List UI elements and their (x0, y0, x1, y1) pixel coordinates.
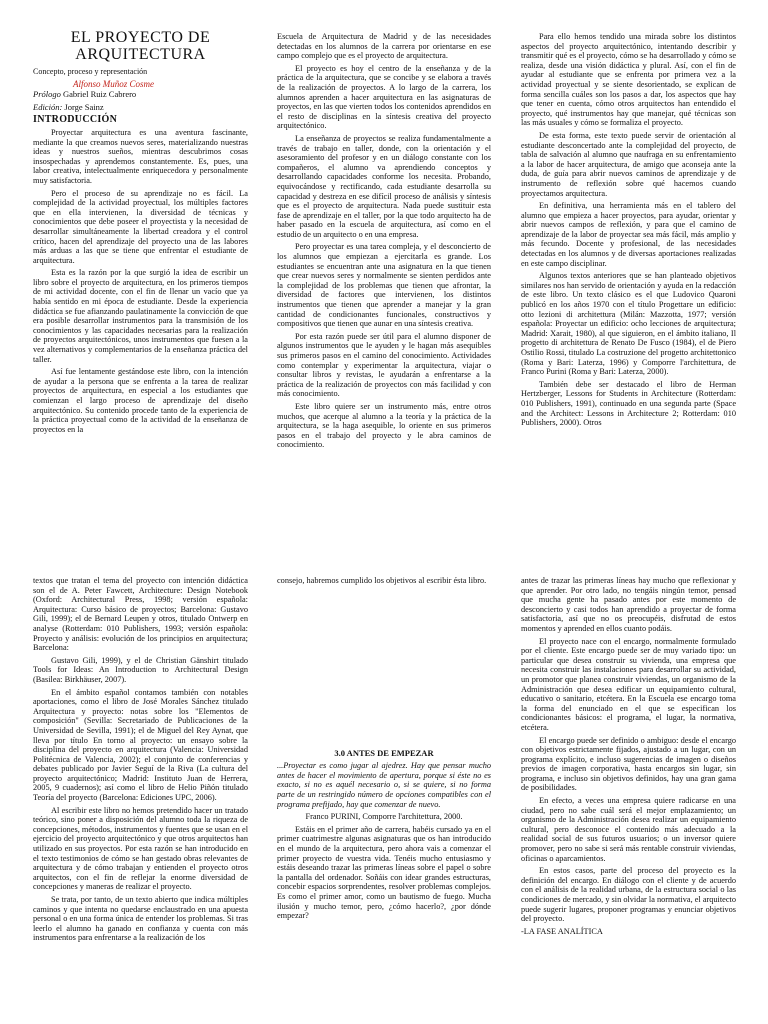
paragraph: textos que tratan el tema del proyecto con intención didáctica son el de A. Peter Fawcett, Architecture: Design Notebook (Oxford: Architectural Press, 1998; versión española: Arquitectura: Curso básico de proyectos; Barcelona: Gustavo Gili, 1999); el de Bernard Leupen y otros, titulado Ontwerp en analyse (Rotterdam: 010 Publishers, 1993; versión española: Proyecto y análisis: evolución de los principios en arquitectura; Barcelona: (33, 576, 248, 653)
author-name: Alfonso Muñoz Cosme (73, 78, 154, 89)
paragraph: En el ámbito español contamos también con notables aportaciones, como el libro de José Morales Sánchez titulado Arquitectura y proyecto: notas sobre los "Elementos de composición" (Sevilla: Secretariado de Publicaciones de la Universidad de Sevilla, 1991); el de Miguel del Rey Aynat, que lleva por título En torno al proyecto: un ensayo sobre la disciplina del proyecto en arquitectura (Valencia: Universidad Politécnica de Valencia, 2002); el conjunto de conferencias y debates publicado por Javier Seguí de la Riva (La cultura del proyecto arquitectónico; Madrid: Instituto Juan de Herrera, 2005, 9 cuadernos); así como el libro de Helio Piñón titulado Teoría del proyecto (Barcelona: Ediciones UPC, 2006). (33, 687, 248, 803)
paragraph: Para ello hemos tendido una mirada sobre los distintos aspectos del proyecto arquitectónico, intentando describir y transmitir qué es el proyecto, cómo se ha desarrollado y cómo se realiza, desde una visión didáctica y plural. Así, con el fin de ayudar al estudiante que se enfrenta por primera vez a la actividad proyectual y se siente desorientado, se explican de forma sencilla cuáles son los pasos a dar, los aspectos que hay que tener en cuenta, cómo otros arquitectos han entendido el proyecto, qué instrumentos hay que manejar, qué técnicas son las más usuales y cómo se formaliza el proyecto. (521, 32, 736, 128)
prologue-name: Gabriel Ruiz Cabrero (63, 89, 137, 100)
paragraph: El proyecto nace con el encargo, normalmente formulado por el cliente. Este encargo puede ser de muy variado tipo: un particular que desea construir su vivienda, una empresa que necesita construir las instalaciones para desarrollar su actividad, un promotor que planea construir viviendas, un organismo de la Administración que desea edificar un equipamiento cultural, educativo o sanitario, etcétera. En la Escuela ese encargo toma la forma del enunciado en el que se especifican los condicionantes básicos: el programa, el lugar, la normativa, etcétera. (521, 636, 736, 732)
column-top-left (33, 30, 248, 506)
paragraph: Al escribir este libro no hemos pretendido hacer un tratado teórico, sino poner a disposición del alumno toda la riqueza de concepciones, métodos, instrumentos y fuentes que se usan en el ejercicio del proyecto arquitectónico y que otros arquitectos han utilizado en sus proyectos. Por esta razón se han introducido en el texto testimonios de cómo se han gestado obras relevantes de arquitectura y de cómo trabajan y entienden el proyecto otros arquitectos, con el fin de reflejar la enorme diversidad de concepciones y maneras de realizar el proyecto. (33, 805, 248, 892)
book-title-line1: EL PROYECTO DE (70, 30, 211, 46)
column-bottom-left (33, 576, 248, 1024)
paragraph: En definitiva, una herramienta más en el tablero del alumno que empieza a hacer proyectos, para ayudar, orientar y abrir nuevos campos de reflexión, y para que el camino de aprendizaje de la labor de proyectar sea más fácil, más amplio y más fecundo. Docente y profesional, de las necesidades detectadas en los alumnos y de diversas aportaciones realizadas en este campo disciplinar. (521, 201, 736, 268)
section-heading-antes-de-empezar: 3.0 ANTES DE EMPEZAR (334, 747, 434, 758)
paragraph: Por esta razón puede ser útil para el alumno disponer de algunos instrumentos que le ayuden y le hagan más asequibles sus primeros pasos en el camino del conocimiento. Actividades como contemplar y experimentar la arquitectura, viajar o consultar libros y revistas, le ayudarán a enfrentarse a la práctica de la realización de proyectos con más facilidad y con más conocimiento. (277, 331, 491, 399)
paragraph: En efecto, a veces una empresa quiere radicarse en una ciudad, pero no sabe cuál será el mejor emplazamiento; un organismo de la Administración desea realizar un equipamiento cultural, pero desconoce el contenido más adecuado a la realidad social de sus futuros usuarios; o un inversor quiere promover, pero no sabe si será más rentable construir viviendas, oficinas o aparcamientos. (521, 796, 736, 863)
prologue-line (33, 90, 248, 100)
column-top-right (521, 32, 736, 506)
paragraph: antes de trazar las primeras líneas hay mucho que reflexionar y que aprender. Por otro lado, no tengáis ningún temor, pensad que mucha gente ha pasado antes por este momento de desconcierto y casi todos han aprendido a proyectar de forma satisfactoria, así que no os preocupéis, disfrutad de estos momentos y aprended en ellos cuanto podáis. (521, 576, 736, 633)
paragraph: Esta es la razón por la que surgió la idea de escribir un libro sobre el proyecto de arquitectura, en los primeros tiempos de mi actividad docente, con el fin de llenar un vacío que ya había sentido en mi época de estudiante. Desde la experiencia didáctica se fue afianzando paulatinamente la convicción de que era posible desarrollar instrumentos para la transmisión de los conocimientos y las capacidades necesarias para la realización de proyectos arquitectónicos, unos instrumentos que fuesen a la vez alternativos y complementarios de la enseñanza práctica del taller. (33, 268, 248, 364)
paragraph: El proyecto es hoy el centro de la enseñanza y de la práctica de la arquitectura, que se concibe y se elabora a través de la realización de proyectos. A lo largo de la carrera, los alumnos aprenden a hacer arquitectura en las asignaturas de proyectos, en las que vierten todos los contenidos aprendidos en el resto de disciplinas en la síntesis creativa del proyecto arquitectónico. (277, 63, 491, 131)
paragraph: Se trata, por tanto, de un texto abierto que indica múltiples caminos y que intenta no quedarse enclaustrado en una apuesta personal o en una forma única de entender los problemas. Si tras leerlo el alumno ha ganado en confianza y cuenta con más instrumentos para enfrentarse a la realización de los (33, 895, 248, 943)
paragraph: Estáis en el primer año de carrera, habéis cursado ya en el primer cuatrimestre algunas asignaturas que os han introducido en el mundo de la arquitectura, pero ahora vais a comenzar el primer proyecto de vuestra vida. Tenéis mucho entusiasmo y estáis deseando trazar las primeras líneas sobre el papel o sobre la pantalla del ordenador. Soñáis con idear grandes estructuras, concebir espacios sorprendentes, resolver problemas complejos. Es como el primer amor, como un bautismo de fuego. Mucha ilusión y mucho temor, pero, ¿cómo hacerlo?, ¿por dónde empezar? (277, 824, 491, 921)
paragraph: También debe ser destacado el libro de Herman Hertzberger, Lessons for Students in Architecture (Rotterdam: 010 Publishers, 1991), continuado en una segunda parte (Space and the Architect: Lessons in Architecture 2; Rotterdam: 010 Publishers, 2000). Otros (521, 379, 736, 428)
edition-label: Edición: (33, 101, 63, 112)
edition-name: Jorge Sainz (64, 101, 104, 112)
paragraph: Proyectar arquitectura es una aventura fascinante, mediante la que creamos nuevos seres, materializando nuestras ideas y nuestros sueños, mientras descubrimos cosas insospechadas y aprendemos constantemente. Es, pues, una labor creativa, intelectualmente enriquecedora y personalmente muy satisfactoria. (33, 127, 248, 185)
paragraph: Escuela de Arquitectura de Madrid y de las necesidades detectadas en los alumnos de la carrera por orientarse en ese campo complejo que es el proyecto de arquitectura. (277, 32, 491, 61)
paragraph: Pero el proceso de su aprendizaje no es fácil. La complejidad de la actividad proyectual, los múltiples factores que en ella intervienen, la diversidad de técnicas y conocimientos que debe poseer el proyectista y la necesidad de desarrollar simultáneamente la libertad creadora y el control crítico, hacen del aprendizaje del proyecto una de las labores más arduas a las que se tiene que enfrentar el estudiante de arquitectura. (33, 188, 248, 265)
book-title-line2: ARQUITECTURA (75, 46, 206, 63)
paragraph: Algunos textos anteriores que se han planteado objetivos similares nos han servido de orientación y ayuda en la redacción de este libro. Un texto clásico es el que Ludovico Quaroni publicó en los años 1970 con el título Progettare un edificio: otto lezioni di architettura (Milán: Mazzotta, 1977; versión española: Proyectar un edificio: ocho lecciones de arquitectura; Madrid: Xarait, 1980), al que siguieron, en el ámbito italiano, Il progetto di architettura de Renato De Fusco (1984), el de Piero Ostilio Rossi, titulado La costruzione del progetto architettonico (Roma y Bari: Laterza, 1996) y Comporre l'architettura, de Franco Purini (Roma y Bari: Laterza, 2000). (521, 271, 736, 377)
paragraph: En estos casos, parte del proceso del proyecto es la definición del encargo. En diálogo con el cliente y de acuerdo con el análisis de la realidad urbana, de la estructura social o las condiciones de mercado, y sin olvidar la normativa, el arquitecto puede sugerir lugares, proponer programas y enunciar objetivos del proyecto. (521, 866, 736, 924)
paragraph: consejo, habremos cumplido los objetivos al escribir ésta libro. (277, 576, 487, 585)
epigraph-quote: ...Proyectar es como jugar al ajedrez. Hay que pensar mucho antes de hacer el movimiento de apertura, porque si éste no es exacto, si no es aquél necesario o, si se quiere, si no forma parte de un restringido número de opciones compatibles con el programa prefijado, hay que comenzar de nuevo. (277, 761, 491, 809)
book-subtitle: Concepto, proceso y representación (33, 67, 148, 76)
paragraph: La enseñanza de proyectos se realiza fundamentalmente a través de trabajo en taller, donde, con la orientación y el asesoramiento del profesor y en un diálogo constante con los compañeros, el alumno va aprendiendo conceptos y desarrollando capacidades conforme los necesita. Probando, equivocándose y rectificando, cada estudiante desarrolla su capacidad y destreza en ese difícil proceso de análisis y síntesis que es el proyecto de arquitectura. Nada puede sustituir esta fase de aprendizaje en el taller, por la que todo arquitecto ha de haber pasado en la escuela de arquitectura, así como en el estudio de un arquitecto o en una empresa. (277, 133, 491, 239)
section-heading-introduction: INTRODUCCIÓN (33, 114, 118, 126)
edition-line (33, 103, 248, 113)
column-bottom-middle (277, 576, 491, 1024)
paragraph: De esta forma, este texto puede servir de orientación al estudiante desconcertado ante la complejidad del proyecto, de tabla de salvación al alumno que naufraga en su enfrentamiento a la labor de hacer arquitectura, de amigo que aconseja ante la duda, de guía para abrir nuevos caminos de aprendizaje y de instrumento de reflexión sobre qué hacemos cuando proyectamos arquitectura. (521, 130, 736, 198)
column-top-middle (277, 32, 491, 506)
paragraph: Pero proyectar es una tarea compleja, y el desconcierto de los alumnos que empiezan a ejercitarla es grande. Los estudiantes se encuentran ante una asignatura en la que tienen que crear nuevos seres y normalmente se sienten perdidos ante la complejidad de los problemas que tienen que afrontar, la diversidad de factores que intervienen, los distintos instrumentos que tienen que aprender a manejar y la gran cantidad de condicionantes funcionales, constructivos y compositivos que tienen que aunar en una síntesis creativa. (277, 242, 491, 329)
paragraph: Gustavo Gili, 1999), y el de Christian Gänshirt titulado Tools for Ideas: An Introduction to Architectural Design (Basilea: Birkhäuser, 2007). (33, 655, 248, 684)
section-heading-fase-analitica: -LA FASE ANALÍTICA (521, 926, 603, 936)
column-bottom-right (521, 576, 736, 1024)
paragraph: Este libro quiere ser un instrumento más, entre otros muchos, que acerque al alumno a la teoría y la práctica de la arquitectura, se la haga asequible, lo oriente en sus primeros pasos en el trabajo del proyecto y le abra caminos de conocimiento. (277, 401, 491, 450)
paragraph: El encargo puede ser definido o ambiguo: desde el encargo con objetivos estrictamente fijados, ajustado a un lugar, con un programa explícito, e incluso sugerencias de imagen o diseños previos de imagen corporativa, hasta encargos sin lugar, sin programa, e incluso sin objetivos definidos, hay una gran gama de posibilidades. (521, 735, 736, 793)
paragraph: Así fue lentamente gestándose este libro, con la intención de ayudar a la persona que se enfrenta a la tarea de realizar proyectos de arquitectura, en especial a los estudiantes que comienzan el largo proceso de aprendizaje del diseño arquitectónico. Su contenido procede tanto de la experiencia de la práctica proyectual como de la actividad de la enseñanza de proyectos en la (33, 367, 248, 434)
epigraph-source: Franco PURINI, Comporre l'architettura, 2000. (305, 812, 463, 822)
prologue-label: Prólogo (33, 89, 61, 100)
